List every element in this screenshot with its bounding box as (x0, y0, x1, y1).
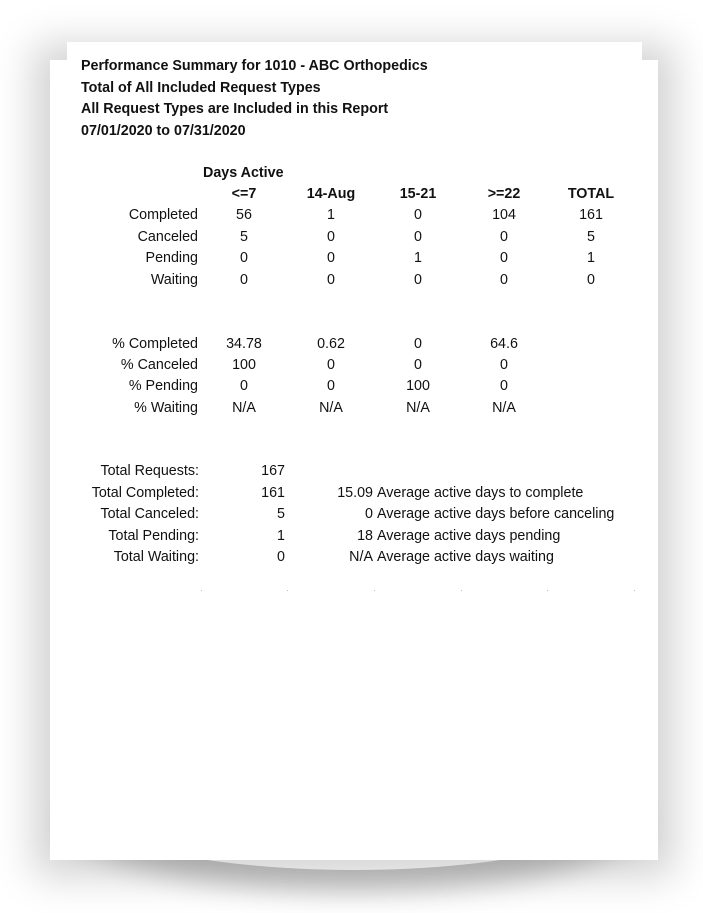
report-title: Performance Summary for 1010 - ABC Orthopedics (81, 58, 428, 74)
table-cell: N/A (406, 400, 430, 416)
total-label: Total Completed: (91, 485, 199, 501)
row-label: Completed (128, 207, 198, 223)
table-cell: 0 (327, 378, 335, 394)
table-cell: 34.78 (226, 336, 262, 352)
table-cell: 0 (500, 272, 508, 288)
row-label: Waiting (150, 272, 198, 288)
table-cell: 56 (236, 207, 252, 223)
average-value: 18 (357, 528, 373, 544)
row-label: % Canceled (120, 357, 198, 373)
table-cell: 1 (327, 207, 335, 223)
report-page (67, 42, 642, 813)
table-cell: N/A (492, 400, 516, 416)
table-cell: 0 (500, 357, 508, 373)
row-label: % Waiting (134, 400, 198, 416)
days-active-header: Days Active (203, 165, 284, 181)
table-cell: 104 (492, 207, 516, 223)
table-cell: 0 (240, 250, 248, 266)
table-cell: 64.6 (490, 336, 518, 352)
table-cell: 0.62 (317, 336, 345, 352)
table-cell: 0 (414, 357, 422, 373)
total-label: Total Canceled: (100, 506, 199, 522)
table-cell: 0 (240, 378, 248, 394)
total-value: 167 (261, 463, 285, 479)
table-cell: 100 (406, 378, 430, 394)
table-cell: 0 (414, 336, 422, 352)
average-label: Average active days to complete (377, 485, 584, 501)
report-date-range: 07/01/2020 to 07/31/2020 (81, 122, 246, 139)
report-header (81, 56, 428, 142)
table-cell: 0 (500, 250, 508, 266)
table-cell: 0 (327, 272, 335, 288)
total-label: Total Requests: (100, 463, 199, 479)
report-subtitle-request-types: Total of All Included Request Types (81, 79, 321, 96)
table-cell: 0 (327, 229, 335, 245)
row-label: Pending (145, 250, 198, 266)
report-subtitle-included: All Request Types are Included in this Report (81, 101, 389, 117)
average-label: Average active days waiting (377, 549, 554, 565)
table-cell: 0 (414, 229, 422, 245)
total-value: 0 (277, 549, 285, 565)
total-label: Total Pending: (108, 528, 199, 544)
table-cell: 0 (327, 250, 335, 266)
table-cell: N/A (232, 400, 256, 416)
table-cell: N/A (319, 400, 343, 416)
table-cell: 5 (240, 229, 248, 245)
table-cell: 1 (414, 250, 422, 266)
total-value: 1 (277, 528, 285, 544)
faint-gridline-dots (67, 590, 642, 592)
column-header: <=7 (231, 186, 257, 202)
average-value: 0 (365, 506, 373, 522)
row-label: Canceled (137, 229, 198, 245)
average-value: N/A (349, 549, 373, 565)
table-cell: 0 (327, 357, 335, 373)
total-value: 161 (261, 485, 285, 501)
average-label: Average active days pending (377, 528, 561, 544)
table-cell: 0 (587, 272, 595, 288)
average-label: Average active days before canceling (377, 506, 615, 522)
column-header: TOTAL (567, 186, 615, 202)
row-label: % Completed (112, 336, 198, 352)
row-label: % Pending (128, 378, 198, 394)
total-label: Total Waiting: (113, 549, 199, 565)
table-cell: 0 (414, 207, 422, 223)
table-cell: 0 (414, 272, 422, 288)
column-header: >=22 (487, 186, 521, 202)
table-cell: 1 (587, 250, 595, 266)
table-cell: 5 (587, 229, 595, 245)
column-header: 15-21 (399, 186, 437, 202)
table-cell: 100 (232, 357, 256, 373)
table-cell: 0 (500, 378, 508, 394)
total-value: 5 (277, 506, 285, 522)
table-cell: 0 (240, 272, 248, 288)
table-cell: 0 (500, 229, 508, 245)
table-cell: 161 (579, 207, 603, 223)
average-value: 15.09 (337, 485, 373, 501)
column-header: 14-Aug (306, 186, 356, 202)
